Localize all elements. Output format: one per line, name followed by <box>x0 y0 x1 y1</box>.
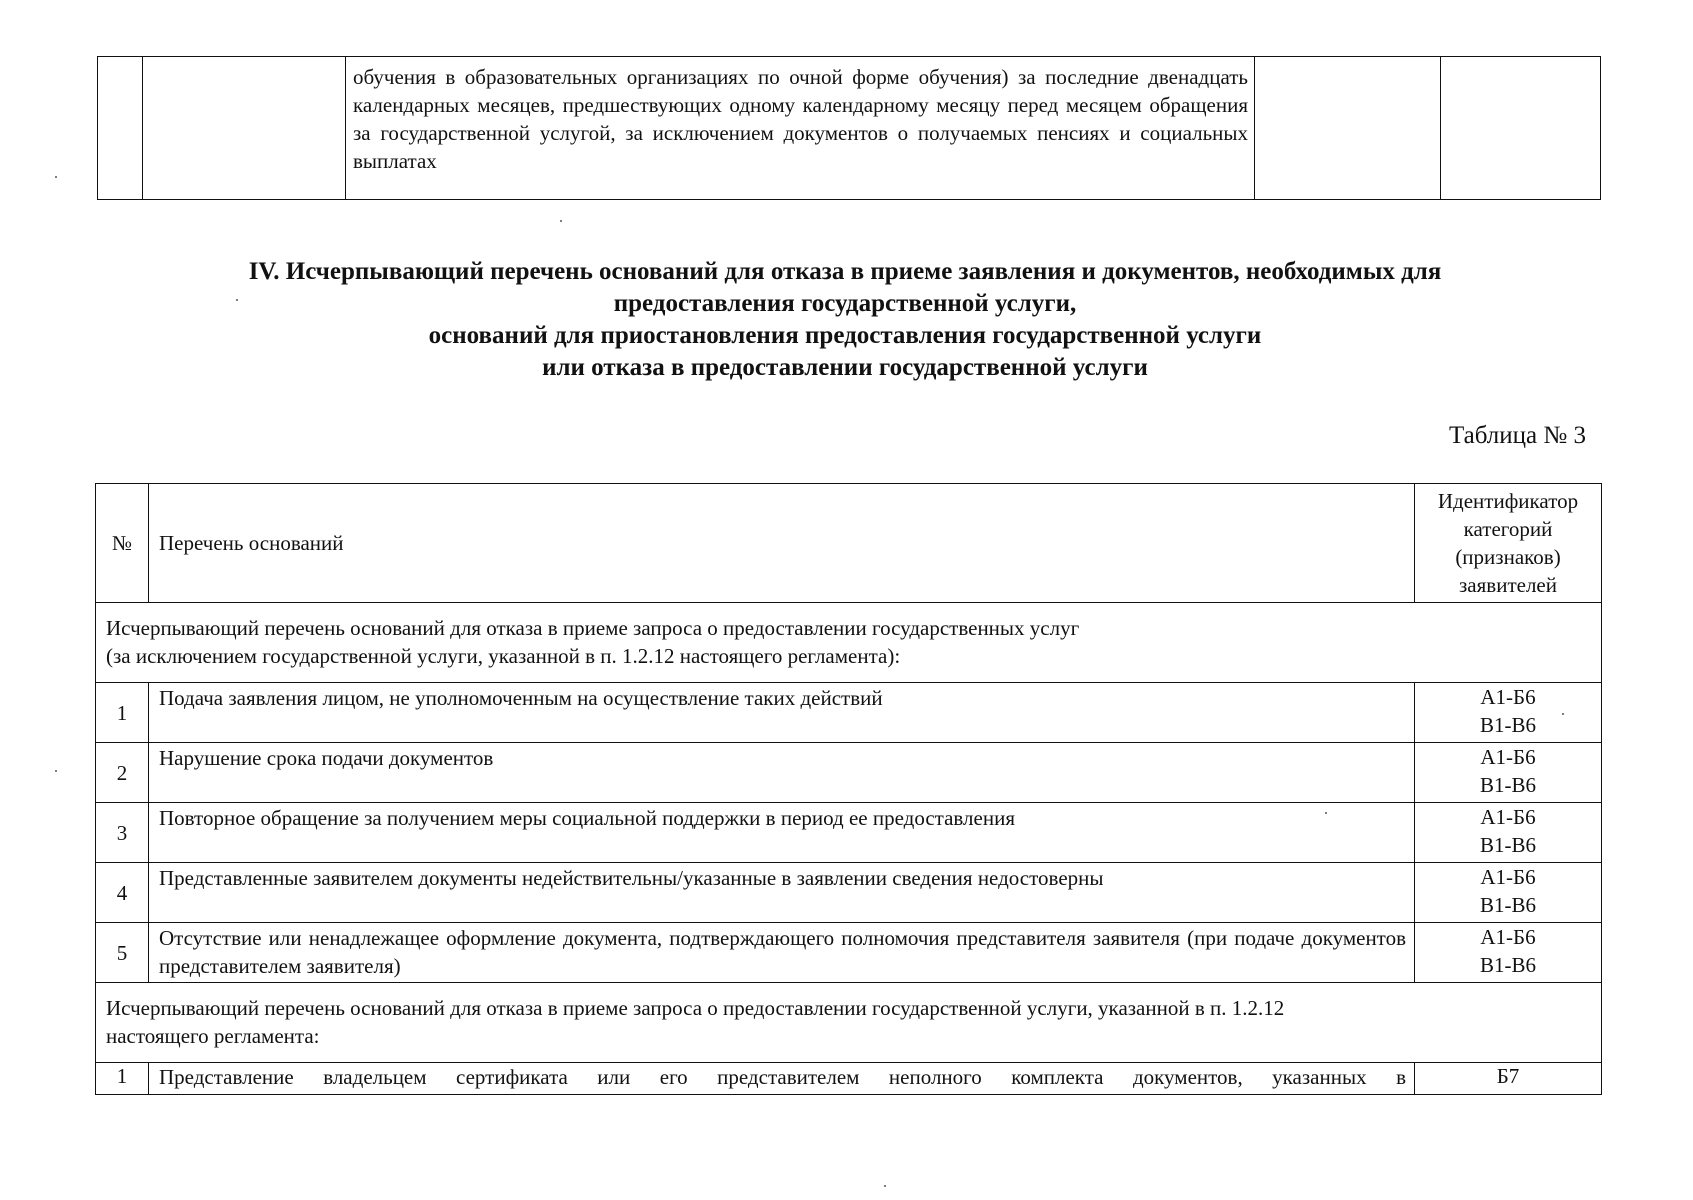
row-ground-text: Нарушение срока подачи документов <box>149 743 1415 803</box>
scan-speck <box>55 176 57 178</box>
previous-table-fragment <box>97 56 1601 200</box>
row-category-code: А1-Б6 В1-В6 <box>1415 683 1602 743</box>
header-num: № <box>96 484 149 603</box>
table-body <box>96 603 1602 1095</box>
group-row <box>96 983 1602 1063</box>
row-ground-text: Представление владельцем сертификата или его представителем неполного комплекта документов, указанных в <box>149 1063 1415 1095</box>
scan-speck <box>1562 713 1564 715</box>
table-row <box>96 923 1602 983</box>
scan-speck <box>1325 812 1327 814</box>
table-caption: Таблица № 3 <box>1448 422 1586 449</box>
scan-speck <box>560 220 562 222</box>
grounds-table <box>95 483 1602 1095</box>
table-row <box>96 863 1602 923</box>
header-grounds: Перечень оснований <box>149 484 1415 603</box>
row-category-code: А1-Б6 В1-В6 <box>1415 863 1602 923</box>
group-row <box>96 603 1602 683</box>
row-number: 3 <box>96 803 149 863</box>
section-heading <box>110 256 1580 384</box>
row-ground-text: Подача заявления лицом, не уполномоченным на осуществление таких действий <box>149 683 1415 743</box>
row-category-code: Б7 <box>1415 1063 1602 1095</box>
row-category-code: А1-Б6 В1-В6 <box>1415 743 1602 803</box>
heading-line: или отказа в предоставлении государственной услуги <box>542 354 1148 381</box>
table-row <box>96 743 1602 803</box>
heading-line: оснований для приостановления предоставления государственной услуги <box>428 322 1262 349</box>
row-number: 1 <box>96 683 149 743</box>
table-row <box>96 1063 1602 1095</box>
row-number: 4 <box>96 863 149 923</box>
empty-cell <box>1441 57 1601 200</box>
document-text-cell: обучения в образовательных организациях по очной форме обучения) за последние двенадцать календарных месяцев, предшествующих одному календарному месяцу перед месяцем обращения за государственной услугой, за исключением документов о получаемых пенсиях и социальных выплатах <box>346 57 1255 200</box>
heading-line: предоставления государственной услуги, <box>613 290 1077 317</box>
table-header-row <box>96 484 1602 603</box>
row-category-code: А1-Б6 В1-В6 <box>1415 803 1602 863</box>
scan-speck <box>884 1185 886 1187</box>
row-number: 1 <box>96 1063 149 1095</box>
heading-line: IV. Исчерпывающий перечень оснований для отказа в приеме заявления и документов, необходимых для <box>248 258 1442 285</box>
row-number: 2 <box>96 743 149 803</box>
row-ground-text: Представленные заявителем документы недействительны/указанные в заявлении сведения недостоверны <box>149 863 1415 923</box>
empty-cell <box>98 57 143 200</box>
row-number: 5 <box>96 923 149 983</box>
empty-cell <box>143 57 346 200</box>
table-row <box>96 683 1602 743</box>
group-title: Исчерпывающий перечень оснований для отказа в приеме запроса о предоставлении государственных услуг (за исключением государственной услуги, указанной в п. 1.2.12 настоящего регламента): <box>96 603 1602 683</box>
scan-speck <box>236 299 238 301</box>
table-row <box>96 803 1602 863</box>
table-row <box>98 57 1601 200</box>
scan-speck <box>55 770 57 772</box>
header-identifier: Идентификатор категорий (признаков) заявителей <box>1415 484 1602 603</box>
group-title: Исчерпывающий перечень оснований для отказа в приеме запроса о предоставлении государственной услуги, указанной в п. 1.2.12 настоящего регламента: <box>96 983 1602 1063</box>
row-category-code: А1-Б6 В1-В6 <box>1415 923 1602 983</box>
row-ground-text: Повторное обращение за получением меры социальной поддержки в период ее предоставления <box>149 803 1415 863</box>
row-ground-text: Отсутствие или ненадлежащее оформление документа, подтверждающего полномочия представителя заявителя (при подаче документов представителем заявителя) <box>149 923 1415 983</box>
empty-cell <box>1255 57 1441 200</box>
